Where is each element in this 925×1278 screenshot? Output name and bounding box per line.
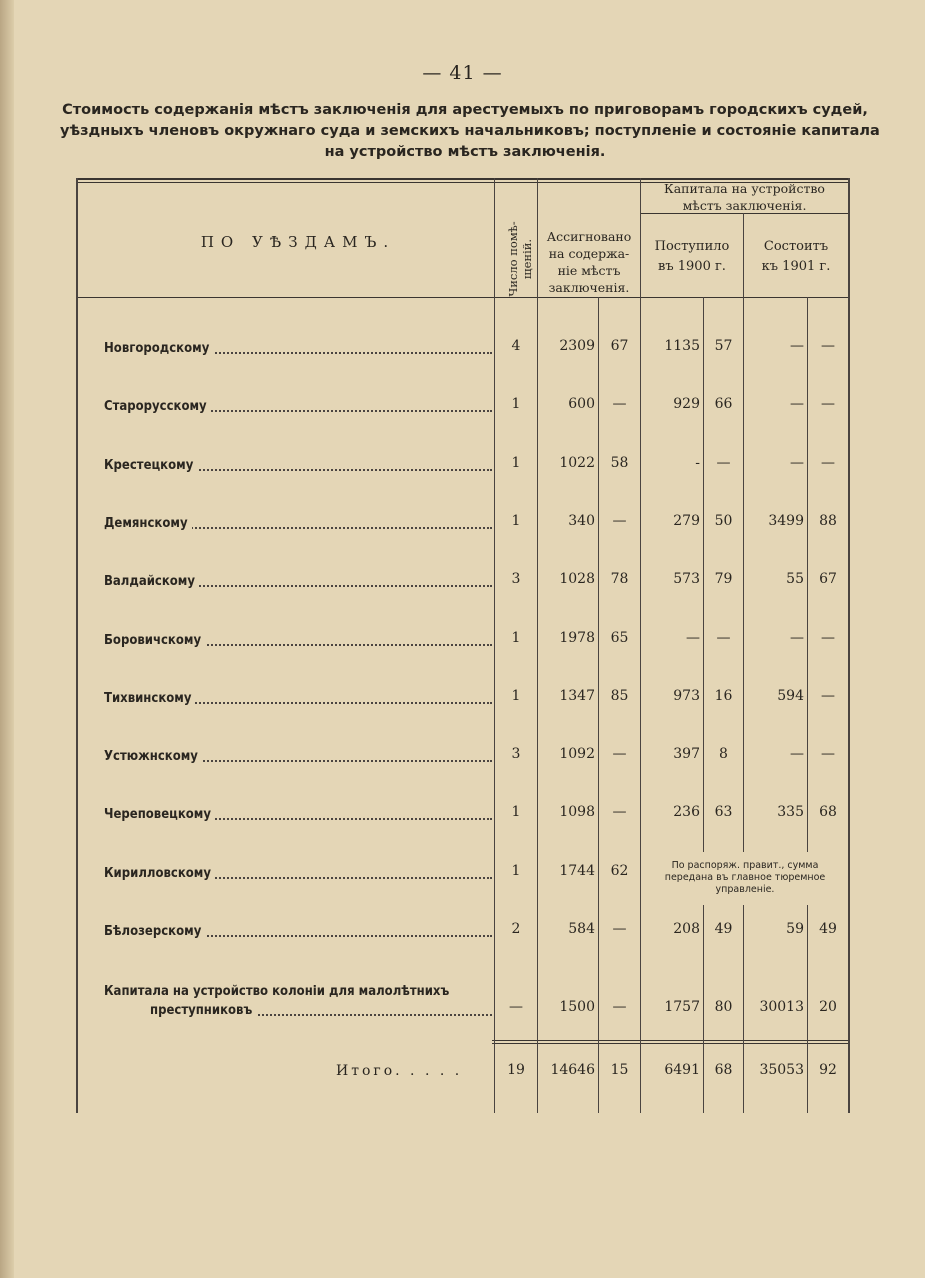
- title-line-3: на устройство мѣстъ заключенія.: [324, 144, 606, 160]
- total-received-kop: 68: [714, 1062, 733, 1078]
- colony-received-rub: 1757: [664, 999, 700, 1015]
- district-label: [104, 923, 492, 940]
- cell-assigned-kop: 67: [610, 338, 629, 354]
- colony-balance-rub: 30013: [759, 999, 804, 1015]
- cell-balance-rub: 59: [786, 921, 804, 937]
- total-count: 19: [507, 1062, 525, 1078]
- cell-received-rub: 236: [673, 804, 700, 821]
- cell-assigned-kop: 85: [610, 687, 629, 704]
- title-line-2: уѣздныхъ членовъ окружнаго суда и земскихъ начальниковъ; поступленіе и состояніе капитала: [60, 123, 880, 139]
- col-line-assigned-kop: [598, 297, 599, 1113]
- cell-received-rub: 573: [673, 571, 700, 588]
- total-received-rub: 6491: [664, 1062, 700, 1078]
- cell-balance-rub: —: [790, 338, 804, 354]
- cell-assigned-kop: —: [612, 396, 627, 413]
- cell-assigned-rub: 340: [568, 512, 595, 529]
- cell-balance-kop: —: [821, 454, 835, 471]
- cell-balance-kop: —: [821, 629, 835, 646]
- cell-count: 3: [511, 571, 521, 588]
- header-assigned: Ассигновано на содержа- ніе мѣстъ заключенія.: [546, 229, 632, 295]
- district-name: Новгородскому: [104, 341, 213, 356]
- cell-assigned-rub: 584: [568, 921, 595, 937]
- cell-balance-rub: 3499: [768, 512, 804, 529]
- page-edge: [0, 0, 14, 1278]
- district-name: Демянскому: [104, 516, 192, 531]
- cell-received-rub: —: [686, 629, 700, 646]
- total-rule: [492, 1040, 850, 1041]
- header-capital: Капитала на устройство мѣстъ заключенія.: [664, 181, 825, 213]
- cell-balance-kop: 88: [819, 512, 837, 529]
- cell-count: 4: [511, 338, 521, 354]
- cell-count: 1: [511, 862, 521, 879]
- colony-label-line2: преступниковъ: [150, 1002, 492, 1019]
- cell-received-rub: 208: [673, 921, 700, 937]
- total-assigned-kop: 15: [610, 1062, 629, 1078]
- total-balance-rub: 35053: [759, 1062, 804, 1078]
- district-name: Кирилловскому: [104, 866, 215, 881]
- cell-count: 1: [511, 804, 521, 821]
- cell-assigned-kop: —: [612, 921, 627, 937]
- cell-assigned-rub: 1092: [559, 746, 595, 763]
- cell-assigned-kop: 62: [610, 862, 629, 879]
- cell-balance-rub: 594: [777, 687, 804, 704]
- district-label: [104, 457, 492, 474]
- cell-balance-rub: —: [790, 454, 804, 471]
- cell-received-kop: 57: [714, 338, 733, 354]
- cell-received-kop: 79: [714, 571, 733, 588]
- header-count: Число помѣ- щеній.: [506, 221, 534, 297]
- colony-assigned-rub: 1500: [559, 999, 595, 1015]
- district-name: Череповецкому: [104, 807, 215, 822]
- cell-received-kop: 63: [714, 804, 733, 821]
- colony-assigned-kop: —: [612, 999, 627, 1015]
- district-name: Старорусскому: [104, 399, 211, 414]
- cell-assigned-kop: 78: [610, 571, 629, 588]
- district-name: Бѣлозерскому: [104, 924, 205, 939]
- total-assigned-rub: 14646: [550, 1062, 595, 1078]
- header-balance: Состоитъ къ 1901 г.: [761, 239, 831, 274]
- district-label: [104, 806, 492, 823]
- district-label: [104, 748, 492, 765]
- cell-received-rub: -: [695, 454, 700, 471]
- cell-assigned-kop: 58: [610, 454, 629, 471]
- cell-received-kop: —: [716, 454, 731, 471]
- district-label: [104, 690, 492, 707]
- district-label: [104, 865, 492, 882]
- cell-balance-rub: 335: [777, 804, 804, 821]
- header-bottom-rule: [76, 297, 850, 298]
- kirillov-note: По распоряж. правит., сумма передана въ главное тюремное управленіе.: [664, 860, 826, 895]
- header-received: Поступило въ 1900 г.: [654, 239, 730, 274]
- district-label: [104, 340, 492, 357]
- cell-balance-rub: —: [790, 396, 804, 413]
- cell-received-rub: 973: [673, 687, 700, 704]
- cell-assigned-rub: 1098: [559, 804, 595, 821]
- colony-count: —: [509, 999, 523, 1015]
- district-label: [104, 573, 492, 590]
- cell-assigned-kop: 65: [610, 629, 629, 646]
- cell-assigned-kop: —: [612, 804, 627, 821]
- cell-count: 1: [511, 687, 521, 704]
- col-line-right: [848, 178, 850, 1113]
- cell-assigned-rub: 2309: [559, 338, 595, 354]
- cell-balance-kop: 67: [819, 571, 837, 588]
- cell-count: 1: [511, 629, 521, 646]
- page-number: — 41 —: [422, 62, 503, 84]
- cell-assigned-rub: 1028: [559, 571, 595, 588]
- district-name: Крестецкому: [104, 458, 197, 473]
- cell-received-kop: 49: [714, 921, 733, 937]
- col-line-left: [76, 178, 78, 1113]
- cell-count: 3: [511, 746, 521, 763]
- cell-balance-rub: 55: [786, 571, 804, 588]
- cell-assigned-rub: 1022: [559, 454, 595, 471]
- cell-assigned-kop: —: [612, 512, 627, 529]
- cell-received-rub: 397: [673, 746, 700, 763]
- cell-count: 2: [511, 921, 521, 937]
- cell-balance-kop: 49: [819, 921, 837, 937]
- cell-received-kop: —: [716, 629, 731, 646]
- total-label: Итого. . . . .: [336, 1063, 463, 1079]
- total-balance-kop: 92: [819, 1062, 837, 1078]
- cell-balance-rub: —: [790, 746, 804, 763]
- district-label: [104, 515, 492, 532]
- cell-count: 1: [511, 512, 521, 529]
- cell-balance-kop: —: [821, 338, 835, 354]
- cell-assigned-rub: 1347: [559, 687, 595, 704]
- district-name: Устюжнскому: [104, 749, 202, 764]
- colony-balance-kop: 20: [819, 999, 837, 1015]
- cell-received-rub: 1135: [664, 338, 700, 354]
- cell-balance-kop: —: [821, 746, 835, 763]
- cell-assigned-rub: 1978: [559, 629, 595, 646]
- cell-assigned-kop: —: [612, 746, 627, 763]
- cell-count: 1: [511, 396, 521, 413]
- colony-label-line1: Капитала на устройство колоніи для малолѣтнихъ: [104, 983, 492, 1000]
- cell-balance-kop: —: [821, 687, 835, 704]
- cell-received-rub: 279: [673, 512, 700, 529]
- district-label: [104, 632, 492, 649]
- header-districts: ПО УѢЗДАМЪ.: [200, 233, 396, 251]
- table-title: [60, 100, 880, 163]
- district-name: Боровичскому: [104, 633, 205, 648]
- cell-count: 1: [511, 454, 521, 471]
- district-name: Тихвинскому: [104, 691, 195, 706]
- cell-balance-kop: —: [821, 396, 835, 413]
- colony-received-kop: 80: [714, 999, 733, 1015]
- total-rule-2: [492, 1043, 850, 1044]
- cell-received-kop: 50: [714, 512, 733, 529]
- cell-received-kop: 66: [714, 396, 733, 413]
- district-name: Валдайскому: [104, 574, 199, 589]
- cell-assigned-rub: 1744: [559, 862, 595, 879]
- cell-assigned-rub: 600: [568, 396, 595, 413]
- cell-received-kop: 8: [719, 746, 728, 763]
- cell-balance-kop: 68: [819, 804, 837, 821]
- district-label: [104, 398, 492, 415]
- cell-received-rub: 929: [673, 396, 700, 413]
- title-line-1: Стоимость содержанія мѣстъ заключенія для арестуемыхъ по приговорамъ городскихъ судей,: [62, 102, 868, 118]
- cell-balance-rub: —: [790, 629, 804, 646]
- cell-received-kop: 16: [714, 687, 733, 704]
